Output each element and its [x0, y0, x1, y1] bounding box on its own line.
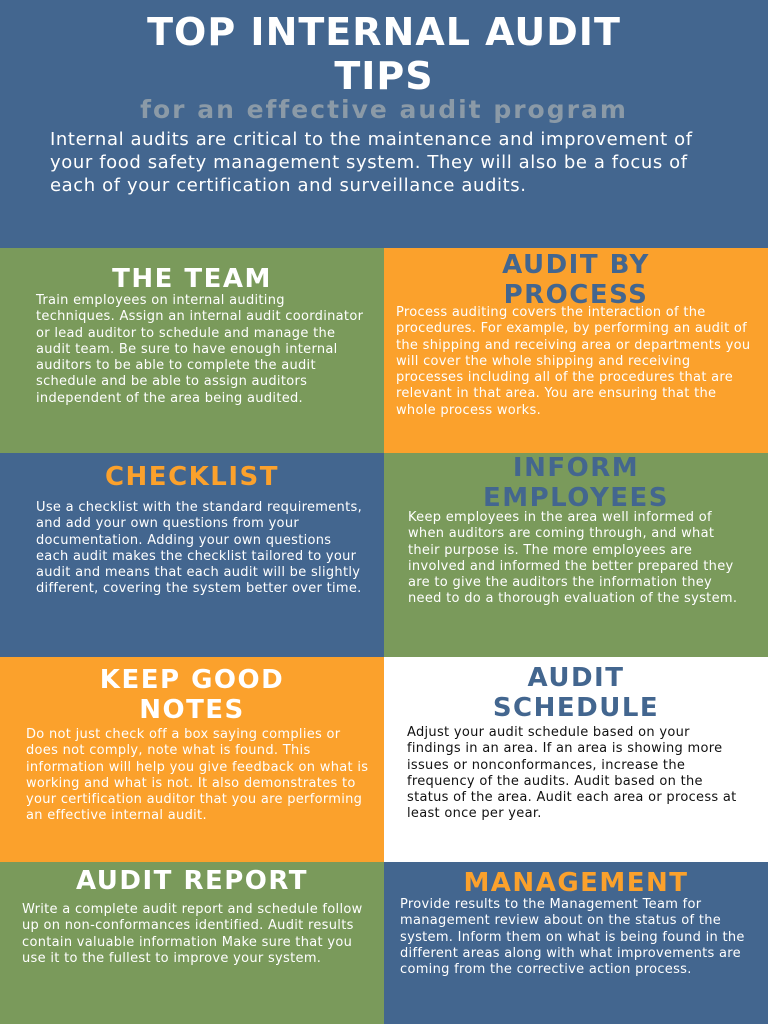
title-line-2: TIPS [334, 54, 434, 98]
tip-title-line-1: AUDIT [527, 663, 625, 693]
tip-title-checklist: CHECKLIST [104, 462, 280, 492]
tip-card-keep-good-notes [0, 657, 384, 862]
page-subtitle: for an effective audit program [140, 95, 628, 124]
page-title [0, 10, 768, 98]
tip-title-keep-good-notes [0, 665, 384, 725]
tip-card-checklist [0, 453, 384, 657]
tip-title-audit-schedule [384, 663, 768, 723]
tip-title-line-2: NOTES [139, 695, 245, 725]
title-line-1: TOP INTERNAL AUDIT [147, 10, 621, 54]
tip-title-audit-by-process [384, 250, 768, 310]
tip-body-the-team: Train employees on internal auditing techniques. Assign an internal audit coordinator or lead auditor to schedule and manage the audit team. Be sure to have enough internal auditors to be able to complete the audit schedule and be able to assign auditors independent of the area being audited. [36, 293, 364, 406]
intro-text: Internal audits are critical to the maintenance and improvement of your food safety management system. They will also be a focus of each of your certification and surveillance audits. [50, 129, 693, 196]
tip-title-line-2: PROCESS [503, 280, 649, 310]
tip-body-audit-by-process: Process auditing covers the interaction of the procedures. For example, by performing an audit of the shipping and receiving area or departments you will cover the whole shipping and receiving processes including all of the procedures that are relevant in that area. You are ensuring that the whole process works. [396, 305, 751, 418]
tip-card-the-team [0, 248, 384, 453]
tip-title-line-1: INFORM [512, 453, 640, 483]
tip-title-inform-employees [384, 453, 768, 513]
tip-title-line-1: KEEP GOOD [99, 665, 285, 695]
tip-title-line-2: SCHEDULE [492, 693, 660, 723]
tip-body-inform-employees: Keep employees in the area well informed of when auditors are coming through, and what their purpose is. The more employees are involved and informed the better prepared they are to give the auditors the information they need to do a thorough evaluation of the system. [408, 510, 738, 607]
tip-title-line-1: AUDIT BY [502, 250, 650, 280]
tip-body-keep-good-notes: Do not just check off a box saying complies or does not comply, note what is found. This information will help you give feedback on what is working and what is not. It also demonstrates to your certification auditor that you are performing an effective internal audit. [26, 727, 369, 824]
tip-body-management: Provide results to the Management Team for management review about on the status of the system. Inform them on what is being found in the different areas along with what improvements are coming from the corrective action process. [400, 897, 745, 978]
tip-card-audit-schedule [384, 657, 768, 862]
header [0, 0, 768, 248]
tip-body-audit-report: Write a complete audit report and schedule follow up on non-conformances identified. Audit results contain valuable information Make sure that you use it to the fullest to improve your system. [22, 902, 363, 966]
tip-card-inform-employees [384, 453, 768, 657]
tip-title-the-team: THE TEAM [112, 264, 272, 294]
tip-title-line-2: EMPLOYEES [482, 483, 670, 513]
tip-body-checklist: Use a checklist with the standard requirements, and add your own questions from your documentation. Adding your own questions each audit makes the checklist tailored to your audit and means that each audit will be slightly different, covering the system better over time. [36, 500, 362, 597]
tip-body-audit-schedule: Adjust your audit schedule based on your findings in an area. If an area is showing more issues or nonconformances, increase the frequency of the audits. Audit based on the status of the area. Audit each area or process at least once per year. [407, 725, 737, 822]
tip-card-management [384, 862, 768, 1024]
tip-title-management: MANAGEMENT [463, 868, 689, 898]
tip-card-audit-by-process [384, 248, 768, 453]
tip-card-audit-report [0, 862, 384, 1024]
tip-title-audit-report: AUDIT REPORT [75, 866, 308, 896]
